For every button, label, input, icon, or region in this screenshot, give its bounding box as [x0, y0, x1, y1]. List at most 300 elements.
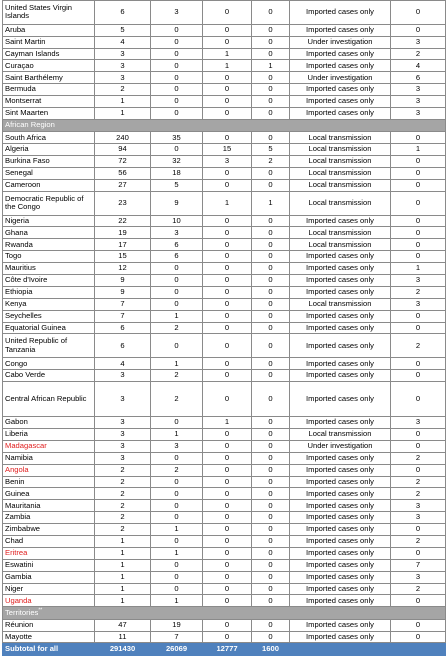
total-deaths-cell: 0 — [203, 476, 252, 488]
new-confirmed-cell: 0 — [151, 512, 203, 524]
new-confirmed-cell: 0 — [151, 36, 203, 48]
total-confirmed-cell: 3 — [95, 370, 151, 382]
days-since-last-case-cell: 3 — [391, 417, 446, 429]
table-row — [3, 263, 446, 275]
total-deaths-cell: 15 — [203, 144, 252, 156]
total-deaths-cell: 0 — [203, 227, 252, 239]
new-deaths-cell: 0 — [252, 488, 290, 500]
new-confirmed-cell: 3 — [151, 440, 203, 452]
transmission-class-cell: Imported cases only — [290, 452, 391, 464]
table-row — [3, 488, 446, 500]
table-row — [3, 500, 446, 512]
table-row — [3, 476, 446, 488]
table-row — [3, 334, 446, 358]
total-deaths-cell: 0 — [203, 215, 252, 227]
table-row — [3, 547, 446, 559]
section-label: Territories — [5, 607, 39, 617]
new-deaths-cell: 0 — [252, 334, 290, 358]
total-confirmed-cell: 4 — [95, 36, 151, 48]
table-row — [3, 298, 446, 310]
total-confirmed-cell: 2 — [95, 524, 151, 536]
new-deaths-cell: 0 — [252, 583, 290, 595]
transmission-class-cell: Imported cases only — [290, 571, 391, 583]
days-since-last-case-cell: 1 — [391, 263, 446, 275]
new-deaths-cell: 0 — [252, 547, 290, 559]
transmission-class-cell: Imported cases only — [290, 1, 391, 25]
table-row — [3, 464, 446, 476]
total-confirmed-cell: 3 — [95, 72, 151, 84]
new-confirmed-cell: 3 — [151, 227, 203, 239]
transmission-class-cell: Imported cases only — [290, 108, 391, 120]
country-name-cell: Mauritius — [3, 263, 95, 275]
total-confirmed-cell: 3 — [95, 428, 151, 440]
total-confirmed-cell: 2 — [95, 84, 151, 96]
table-row — [3, 535, 446, 547]
table-row — [3, 215, 446, 227]
days-since-last-case-cell: 2 — [391, 286, 446, 298]
country-name-cell: Angola — [3, 464, 95, 476]
table-row — [3, 1, 446, 25]
country-name-cell: Madagascar — [3, 440, 95, 452]
transmission-class-cell: Imported cases only — [290, 24, 391, 36]
table-row — [3, 156, 446, 168]
new-deaths-cell: 0 — [252, 382, 290, 417]
days-since-last-case-cell: 0 — [391, 251, 446, 263]
transmission-class-cell: Under investigation — [290, 72, 391, 84]
new-deaths-cell: 0 — [252, 559, 290, 571]
days-since-last-case-cell: 2 — [391, 535, 446, 547]
table-row — [3, 275, 446, 287]
section-title — [3, 119, 446, 131]
days-since-last-case-cell: 2 — [391, 476, 446, 488]
days-since-last-case-cell: 0 — [391, 239, 446, 251]
table-row — [3, 382, 446, 417]
days-since-last-case-cell: 7 — [391, 559, 446, 571]
table-row — [3, 24, 446, 36]
days-since-last-case-cell: 0 — [391, 215, 446, 227]
total-deaths-cell: 0 — [203, 24, 252, 36]
country-name-cell: Bermuda — [3, 84, 95, 96]
days-since-last-case-cell: 0 — [391, 24, 446, 36]
days-since-last-case-cell: 0 — [391, 167, 446, 179]
total-deaths-cell: 12777 — [203, 643, 252, 656]
days-since-last-case-cell: 0 — [391, 322, 446, 334]
total-confirmed-cell: 6 — [95, 322, 151, 334]
new-confirmed-cell: 0 — [151, 535, 203, 547]
table-row — [3, 179, 446, 191]
total-confirmed-cell: 11 — [95, 631, 151, 643]
country-name-cell: Montserrat — [3, 96, 95, 108]
country-name-cell: Eritrea — [3, 547, 95, 559]
transmission-class-cell: Imported cases only — [290, 286, 391, 298]
section-header-row — [3, 119, 446, 131]
country-name-cell: Seychelles — [3, 310, 95, 322]
country-name-cell: Sint Maarten — [3, 108, 95, 120]
new-confirmed-cell: 0 — [151, 24, 203, 36]
country-name-cell: Niger — [3, 583, 95, 595]
total-confirmed-cell: 94 — [95, 144, 151, 156]
new-deaths-cell: 0 — [252, 310, 290, 322]
transmission-class-cell: Imported cases only — [290, 524, 391, 536]
new-confirmed-cell: 3 — [151, 1, 203, 25]
country-name-cell: Democratic Republic of the Congo — [3, 191, 95, 215]
table-row — [3, 358, 446, 370]
new-deaths-cell: 0 — [252, 1, 290, 25]
total-confirmed-cell: 1 — [95, 96, 151, 108]
total-deaths-cell: 1 — [203, 191, 252, 215]
total-confirmed-cell: 1 — [95, 547, 151, 559]
new-deaths-cell: 0 — [252, 417, 290, 429]
total-confirmed-cell: 3 — [95, 452, 151, 464]
total-confirmed-cell: 15 — [95, 251, 151, 263]
new-deaths-cell: 0 — [252, 167, 290, 179]
total-confirmed-cell: 1 — [95, 108, 151, 120]
subtotal-row — [3, 643, 446, 656]
new-confirmed-cell: 0 — [151, 488, 203, 500]
total-deaths-cell: 0 — [203, 547, 252, 559]
days-since-last-case-cell: 0 — [391, 631, 446, 643]
days-since-last-case-cell: 3 — [391, 512, 446, 524]
transmission-class-cell: Imported cases only — [290, 547, 391, 559]
table-row — [3, 286, 446, 298]
total-confirmed-cell: 17 — [95, 239, 151, 251]
new-confirmed-cell: 6 — [151, 239, 203, 251]
days-since-last-case-cell: 3 — [391, 571, 446, 583]
total-confirmed-cell: 3 — [95, 60, 151, 72]
total-deaths-cell: 0 — [203, 179, 252, 191]
new-deaths-cell: 0 — [252, 428, 290, 440]
new-confirmed-cell: 0 — [151, 96, 203, 108]
new-deaths-cell: 0 — [252, 215, 290, 227]
country-name-cell: Guinea — [3, 488, 95, 500]
total-confirmed-cell: 2 — [95, 464, 151, 476]
table-row — [3, 571, 446, 583]
total-confirmed-cell: 7 — [95, 298, 151, 310]
new-confirmed-cell: 5 — [151, 179, 203, 191]
transmission-class-cell: Imported cases only — [290, 322, 391, 334]
days-since-last-case-cell: 3 — [391, 298, 446, 310]
new-deaths-cell: 0 — [252, 227, 290, 239]
total-deaths-cell: 1 — [203, 417, 252, 429]
total-deaths-cell: 0 — [203, 370, 252, 382]
total-deaths-cell: 0 — [203, 559, 252, 571]
total-confirmed-cell: 4 — [95, 358, 151, 370]
total-confirmed-cell: 72 — [95, 156, 151, 168]
new-confirmed-cell: 2 — [151, 382, 203, 417]
new-confirmed-cell: 0 — [151, 417, 203, 429]
new-confirmed-cell: 7 — [151, 631, 203, 643]
total-confirmed-cell: 22 — [95, 215, 151, 227]
country-name-cell: South Africa — [3, 132, 95, 144]
total-confirmed-cell: 27 — [95, 179, 151, 191]
transmission-class-cell: Imported cases only — [290, 334, 391, 358]
country-name-cell: Chad — [3, 535, 95, 547]
transmission-class-cell: Imported cases only — [290, 476, 391, 488]
transmission-class-cell: Under investigation — [290, 440, 391, 452]
transmission-class-cell: Imported cases only — [290, 583, 391, 595]
table-row — [3, 512, 446, 524]
transmission-class-cell: Imported cases only — [290, 263, 391, 275]
total-confirmed-cell: 3 — [95, 382, 151, 417]
total-deaths-cell: 0 — [203, 583, 252, 595]
table-row — [3, 417, 446, 429]
footnote-marker: ** — [38, 607, 43, 614]
new-confirmed-cell: 32 — [151, 156, 203, 168]
total-deaths-cell: 0 — [203, 167, 252, 179]
days-since-last-case-cell: 6 — [391, 72, 446, 84]
total-confirmed-cell: 291430 — [95, 643, 151, 656]
new-confirmed-cell: 0 — [151, 275, 203, 287]
total-deaths-cell: 0 — [203, 464, 252, 476]
table-row — [3, 370, 446, 382]
new-confirmed-cell: 1 — [151, 358, 203, 370]
transmission-class-cell: Imported cases only — [290, 595, 391, 607]
total-deaths-cell: 0 — [203, 382, 252, 417]
new-deaths-cell: 0 — [252, 476, 290, 488]
new-deaths-cell: 0 — [252, 440, 290, 452]
total-confirmed-cell: 19 — [95, 227, 151, 239]
days-since-last-case-cell: 0 — [391, 619, 446, 631]
new-deaths-cell: 0 — [252, 619, 290, 631]
days-since-last-case-cell: 0 — [391, 524, 446, 536]
country-name-cell: Kenya — [3, 298, 95, 310]
new-deaths-cell: 0 — [252, 263, 290, 275]
transmission-class-cell: Imported cases only — [290, 500, 391, 512]
transmission-class-cell: Local transmission — [290, 156, 391, 168]
table-row — [3, 619, 446, 631]
country-name-cell: Saint Barthélemy — [3, 72, 95, 84]
new-deaths-cell: 0 — [252, 452, 290, 464]
country-name-cell: United States Virgin Islands — [3, 1, 95, 25]
days-since-last-case-cell: 2 — [391, 334, 446, 358]
table-row — [3, 322, 446, 334]
transmission-class-cell: Local transmission — [290, 227, 391, 239]
country-name-cell: Togo — [3, 251, 95, 263]
total-deaths-cell: 0 — [203, 298, 252, 310]
days-since-last-case-cell: 3 — [391, 500, 446, 512]
days-since-last-case-cell: 0 — [391, 428, 446, 440]
new-confirmed-cell: 0 — [151, 263, 203, 275]
new-confirmed-cell: 0 — [151, 571, 203, 583]
new-confirmed-cell: 0 — [151, 108, 203, 120]
transmission-class-cell: Local transmission — [290, 144, 391, 156]
table-row — [3, 167, 446, 179]
total-deaths-cell: 0 — [203, 132, 252, 144]
country-name-cell: Nigeria — [3, 215, 95, 227]
days-since-last-case-cell: 2 — [391, 583, 446, 595]
total-deaths-cell: 1 — [203, 60, 252, 72]
total-deaths-cell: 0 — [203, 84, 252, 96]
total-deaths-cell: 0 — [203, 428, 252, 440]
total-deaths-cell: 0 — [203, 440, 252, 452]
transmission-class-cell: Imported cases only — [290, 215, 391, 227]
country-name-cell: Côte d'Ivoire — [3, 275, 95, 287]
days-since-last-case-cell: 3 — [391, 108, 446, 120]
transmission-class-cell: Local transmission — [290, 191, 391, 215]
new-confirmed-cell: 0 — [151, 298, 203, 310]
total-deaths-cell: 0 — [203, 322, 252, 334]
days-since-last-case-cell: 0 — [391, 191, 446, 215]
total-deaths-cell: 0 — [203, 512, 252, 524]
table-row — [3, 132, 446, 144]
total-confirmed-cell: 9 — [95, 275, 151, 287]
days-since-last-case-cell: 0 — [391, 547, 446, 559]
table-row — [3, 583, 446, 595]
transmission-class-cell: Imported cases only — [290, 96, 391, 108]
new-confirmed-cell: 0 — [151, 334, 203, 358]
new-deaths-cell: 0 — [252, 48, 290, 60]
country-name-cell: Liberia — [3, 428, 95, 440]
new-confirmed-cell: 0 — [151, 583, 203, 595]
days-since-last-case-cell: 0 — [391, 358, 446, 370]
total-deaths-cell: 0 — [203, 310, 252, 322]
new-deaths-cell: 0 — [252, 179, 290, 191]
new-confirmed-cell: 18 — [151, 167, 203, 179]
transmission-class-cell: Imported cases only — [290, 559, 391, 571]
new-deaths-cell: 0 — [252, 595, 290, 607]
total-deaths-cell: 0 — [203, 524, 252, 536]
new-confirmed-cell: 0 — [151, 476, 203, 488]
transmission-class-cell: Imported cases only — [290, 370, 391, 382]
total-confirmed-cell: 1 — [95, 571, 151, 583]
new-deaths-cell: 0 — [252, 36, 290, 48]
country-name-cell: Ethiopia — [3, 286, 95, 298]
transmission-class-cell: Local transmission — [290, 167, 391, 179]
new-deaths-cell: 0 — [252, 286, 290, 298]
table-row — [3, 524, 446, 536]
new-deaths-cell: 0 — [252, 84, 290, 96]
days-since-last-case-cell: 0 — [391, 1, 446, 25]
total-deaths-cell: 0 — [203, 72, 252, 84]
table-row — [3, 239, 446, 251]
table-row — [3, 440, 446, 452]
new-deaths-cell: 0 — [252, 358, 290, 370]
table-row — [3, 48, 446, 60]
total-confirmed-cell: 12 — [95, 263, 151, 275]
country-name-cell: Central African Republic — [3, 382, 95, 417]
country-name-cell: Saint Martin — [3, 36, 95, 48]
new-deaths-cell: 0 — [252, 24, 290, 36]
total-deaths-cell: 0 — [203, 619, 252, 631]
table-body — [3, 1, 446, 656]
new-confirmed-cell: 0 — [151, 84, 203, 96]
days-since-last-case-cell: 3 — [391, 84, 446, 96]
total-deaths-cell: 0 — [203, 36, 252, 48]
transmission-class-cell: Local transmission — [290, 428, 391, 440]
total-confirmed-cell: 3 — [95, 417, 151, 429]
country-name-cell: Namibia — [3, 452, 95, 464]
table-row — [3, 559, 446, 571]
country-name-cell: Equatorial Guinea — [3, 322, 95, 334]
section-label: African Region — [5, 120, 55, 130]
total-confirmed-cell: 6 — [95, 334, 151, 358]
total-confirmed-cell: 2 — [95, 500, 151, 512]
country-name-cell: Gabon — [3, 417, 95, 429]
new-confirmed-cell: 0 — [151, 559, 203, 571]
new-deaths-cell: 0 — [252, 524, 290, 536]
new-confirmed-cell: 0 — [151, 60, 203, 72]
total-deaths-cell: 0 — [203, 96, 252, 108]
transmission-class-cell: Imported cases only — [290, 535, 391, 547]
days-since-last-case-cell: 2 — [391, 48, 446, 60]
new-deaths-cell: 0 — [252, 500, 290, 512]
new-confirmed-cell: 1 — [151, 310, 203, 322]
country-name-cell: Benin — [3, 476, 95, 488]
total-deaths-cell: 0 — [203, 334, 252, 358]
total-confirmed-cell: 1 — [95, 535, 151, 547]
new-confirmed-cell: 2 — [151, 464, 203, 476]
transmission-class-cell: Local transmission — [290, 132, 391, 144]
table-row — [3, 60, 446, 72]
country-name-cell: Curaçao — [3, 60, 95, 72]
transmission-class-cell: Imported cases only — [290, 464, 391, 476]
new-deaths-cell: 0 — [252, 512, 290, 524]
total-confirmed-cell: 1 — [95, 595, 151, 607]
transmission-class-cell: Imported cases only — [290, 512, 391, 524]
days-since-last-case-cell: 0 — [391, 440, 446, 452]
new-confirmed-cell: 1 — [151, 524, 203, 536]
total-confirmed-cell: 2 — [95, 512, 151, 524]
total-confirmed-cell: 5 — [95, 24, 151, 36]
new-deaths-cell: 0 — [252, 251, 290, 263]
new-confirmed-cell: 0 — [151, 452, 203, 464]
new-confirmed-cell: 35 — [151, 132, 203, 144]
total-deaths-cell: 0 — [203, 488, 252, 500]
days-since-last-case-cell: 3 — [391, 96, 446, 108]
country-name-cell: Zimbabwe — [3, 524, 95, 536]
new-confirmed-cell: 26069 — [151, 643, 203, 656]
days-since-last-case-cell: 1 — [391, 144, 446, 156]
days-since-last-case-cell: 2 — [391, 452, 446, 464]
table-row — [3, 84, 446, 96]
new-confirmed-cell: 2 — [151, 370, 203, 382]
country-name-cell: Algeria — [3, 144, 95, 156]
country-name-cell: Subtotal for all — [3, 643, 95, 656]
new-confirmed-cell: 0 — [151, 144, 203, 156]
days-since-last-case-cell: 0 — [391, 179, 446, 191]
total-deaths-cell: 0 — [203, 275, 252, 287]
new-confirmed-cell: 19 — [151, 619, 203, 631]
total-deaths-cell: 1 — [203, 48, 252, 60]
table-row — [3, 595, 446, 607]
new-deaths-cell: 5 — [252, 144, 290, 156]
table-row — [3, 251, 446, 263]
total-confirmed-cell: 2 — [95, 476, 151, 488]
transmission-class-cell: Imported cases only — [290, 382, 391, 417]
transmission-class-cell: Imported cases only — [290, 251, 391, 263]
country-name-cell: Zambia — [3, 512, 95, 524]
transmission-class-cell: Imported cases only — [290, 48, 391, 60]
transmission-class-cell: Imported cases only — [290, 358, 391, 370]
days-since-last-case-cell: 0 — [391, 227, 446, 239]
new-deaths-cell: 0 — [252, 571, 290, 583]
transmission-class-cell: Imported cases only — [290, 84, 391, 96]
days-since-last-case-cell: 0 — [391, 464, 446, 476]
days-since-last-case-cell: 0 — [391, 595, 446, 607]
total-deaths-cell: 0 — [203, 571, 252, 583]
total-deaths-cell: 0 — [203, 108, 252, 120]
new-deaths-cell: 0 — [252, 108, 290, 120]
country-name-cell: Mayotte — [3, 631, 95, 643]
new-confirmed-cell: 0 — [151, 72, 203, 84]
situation-report-table-wrapper — [2, 0, 445, 656]
country-name-cell: Burkina Faso — [3, 156, 95, 168]
total-confirmed-cell: 3 — [95, 48, 151, 60]
total-confirmed-cell: 23 — [95, 191, 151, 215]
total-confirmed-cell: 47 — [95, 619, 151, 631]
days-since-last-case-cell: 0 — [391, 382, 446, 417]
new-confirmed-cell: 6 — [151, 251, 203, 263]
